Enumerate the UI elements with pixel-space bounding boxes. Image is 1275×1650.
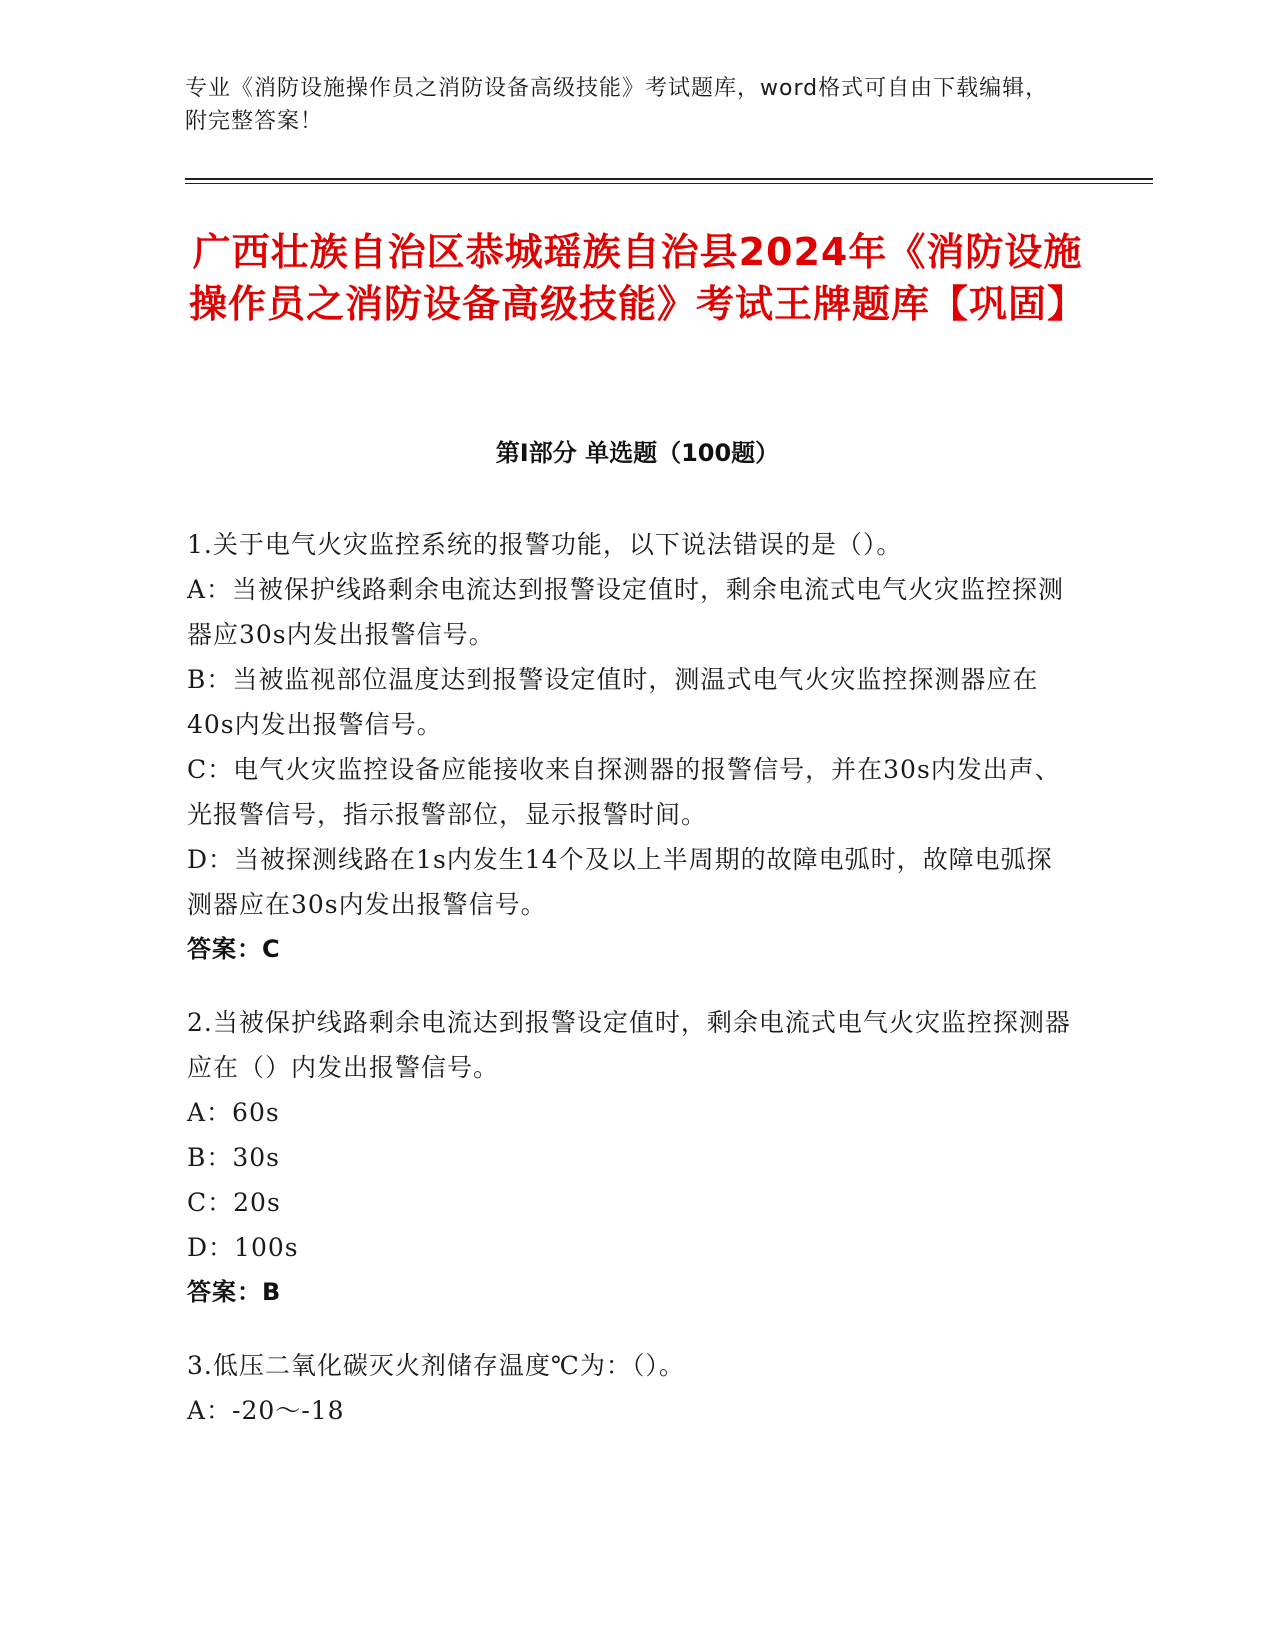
header-note: 专业《消防设施操作员之消防设备高级技能》考试题库，word格式可自由下载编辑，附完整答案！ xyxy=(185,76,1049,134)
option-b: B：当被监视部位温度达到报警设定值时，测温式电气火灾监控探测器应在40s内发出报警信号。 xyxy=(187,665,1039,739)
option-b: B：30s xyxy=(187,1143,281,1172)
answer-label: 答案：B xyxy=(187,1278,282,1306)
option-c: C：电气火灾监控设备应能接收来自探测器的报警信号，并在30s内发出声、光报警信号，指示报警部位，显示报警时间。 xyxy=(187,755,1061,829)
question-block xyxy=(187,1343,1072,1433)
header-divider-thick xyxy=(185,178,1153,180)
option-d: D：当被探测线路在1s内发生14个及以上半周期的故障电弧时，故障电弧探测器应在30s内发出报警信号。 xyxy=(187,845,1053,919)
part-heading: 第I部分 单选题（100题） xyxy=(495,439,780,467)
question-stem: 2.当被保护线路剩余电流达到报警设定值时，剩余电流式电气火灾监控探测器应在（）内发出报警信号。 xyxy=(187,1008,1071,1082)
option-a: A：当被保护线路剩余电流达到报警设定值时，剩余电流式电气火灾监控探测器应30s内发出报警信号。 xyxy=(187,575,1065,649)
option-d: D：100s xyxy=(187,1233,299,1262)
question-stem: 3.低压二氧化碳灭火剂储存温度℃为：（）。 xyxy=(187,1351,685,1380)
question-stem: 1.关于电气火灾监控系统的报警功能，以下说法错误的是（）。 xyxy=(187,530,903,559)
document-title: 广西壮族自治区恭城瑶族自治县2024年《消防设施操作员之消防设备高级技能》考试王牌题库【巩固】 xyxy=(188,230,1086,326)
question-block xyxy=(187,1000,1072,1315)
question-block xyxy=(187,522,1072,972)
option-c: C：20s xyxy=(187,1188,281,1217)
option-a: A：60s xyxy=(187,1098,280,1127)
header-divider-thin xyxy=(185,183,1153,184)
answer-label: 答案：C xyxy=(187,935,281,963)
question-list xyxy=(187,522,1072,1433)
option-a: A：-20～-18 xyxy=(187,1396,345,1425)
